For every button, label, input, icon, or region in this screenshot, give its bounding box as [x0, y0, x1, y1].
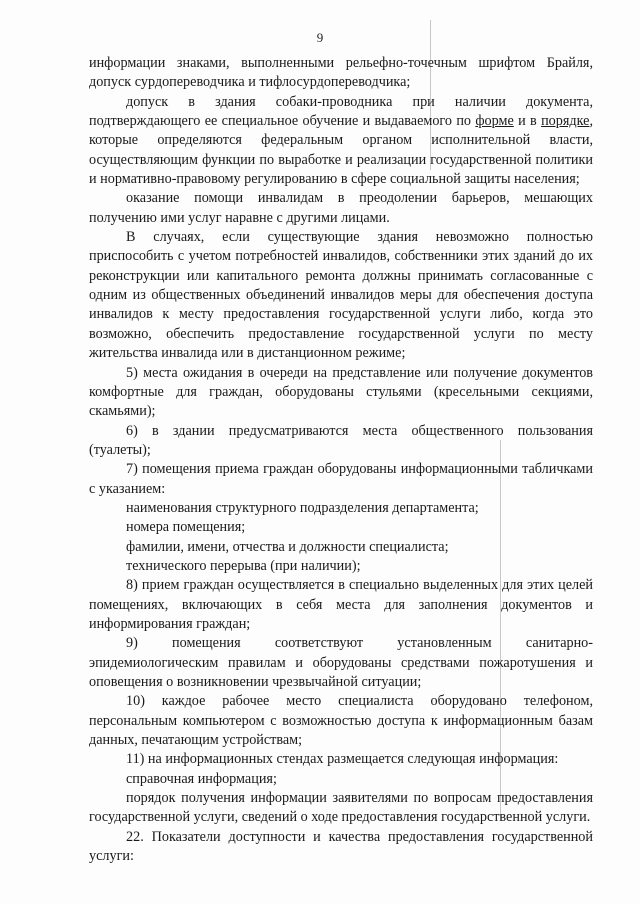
paragraph-guide-dog-access: допуск в здания собаки-проводника при наличии документа, подтверждающего ее специальное обучение и выдаваемого по форме и в порядке, которые определяются федеральным органом исполнительной власти, осуществляющим функции по выработке и реализации государственной политики и нормативно-правовому регулированию в сфере социальной защиты населения; — [89, 93, 593, 188]
list-item-department-name: наименования структурного подразделения департамента; — [126, 499, 479, 516]
list-item-specialist-name: фамилии, имени, отчества и должности специалиста; — [126, 538, 449, 555]
list-item-info-procedure: порядок получения информации заявителями по вопросам предоставления государственной услуги, сведений о ходе предоставления государственной услуги. — [89, 790, 593, 826]
list-item-room-number: номера помещения; — [126, 519, 246, 536]
paragraph-item-6-restrooms: 6) в здании предусматриваются места общественного пользования (туалеты); — [89, 422, 593, 458]
document-body — [89, 54, 593, 866]
section-22-heading: 22. Показатели доступности и качества предоставления государственной услуги: — [89, 828, 593, 865]
form-link[interactable]: форме — [475, 113, 514, 130]
paragraph-item-5-waiting-areas: 5) места ожидания в очереди на представление или получение документов комфортные для граждан, оборудованы стульями (кресельными секциями, скамьями); — [89, 364, 593, 420]
paragraph-item-10-workplace: 10) каждое рабочее место специалиста оборудовано телефоном, персональным компьютером с возможностью доступа к информационным базам данных, печатающим устройствам; — [89, 693, 593, 749]
paragraph-braille-support: информации знаками, выполненными рельефно-точечным шрифтом Брайля, допуск сурдопереводчика и тифлосурдопереводчика; — [89, 55, 593, 91]
page-number: 9 — [316, 30, 324, 45]
list-item-technical-break: технического перерыва (при наличии); — [126, 557, 361, 574]
paragraph-building-adaptation: В случаях, если существующие здания невозможно полностью приспособить с учетом потребностей инвалидов, собственники этих зданий до их реконструкции или капитального ремонта должны принимать согласованные с одним из общественных объединений инвалидов меры для обеспечения доступа инвалидов к месту предоставления государственной услуги либо, когда это возможно, обеспечить предоставление государственной услуги по месту жительства инвалида или в дистанционном режиме; — [89, 229, 593, 362]
paragraph-barrier-assistance: оказание помощи инвалидам в преодолении барьеров, мешающих получению ими услуг наравне с другими лицами. — [89, 190, 593, 226]
paragraph-item-8-reception: 8) прием граждан осуществляется в специально выделенных для этих целей помещениях, включающих в себя места для заполнения документов и информирования граждан; — [89, 577, 593, 632]
paragraph-item-9-sanitary: 9) помещения соответствуют установленным санитарно-эпидемиологическим правилам и оборудованы средствами пожаротушения и оповещения о возникновении чрезвычайной ситуации; — [89, 635, 593, 690]
paragraph-item-11-info-stands: 11) на информационных стендах размещается следующая информация: — [126, 751, 559, 768]
procedure-link[interactable]: порядке — [541, 113, 590, 130]
paragraph-item-7-info-signs: 7) помещения приема граждан оборудованы информационными табличками с указанием: — [89, 461, 593, 497]
list-item-reference-info: справочная информация; — [126, 770, 277, 787]
